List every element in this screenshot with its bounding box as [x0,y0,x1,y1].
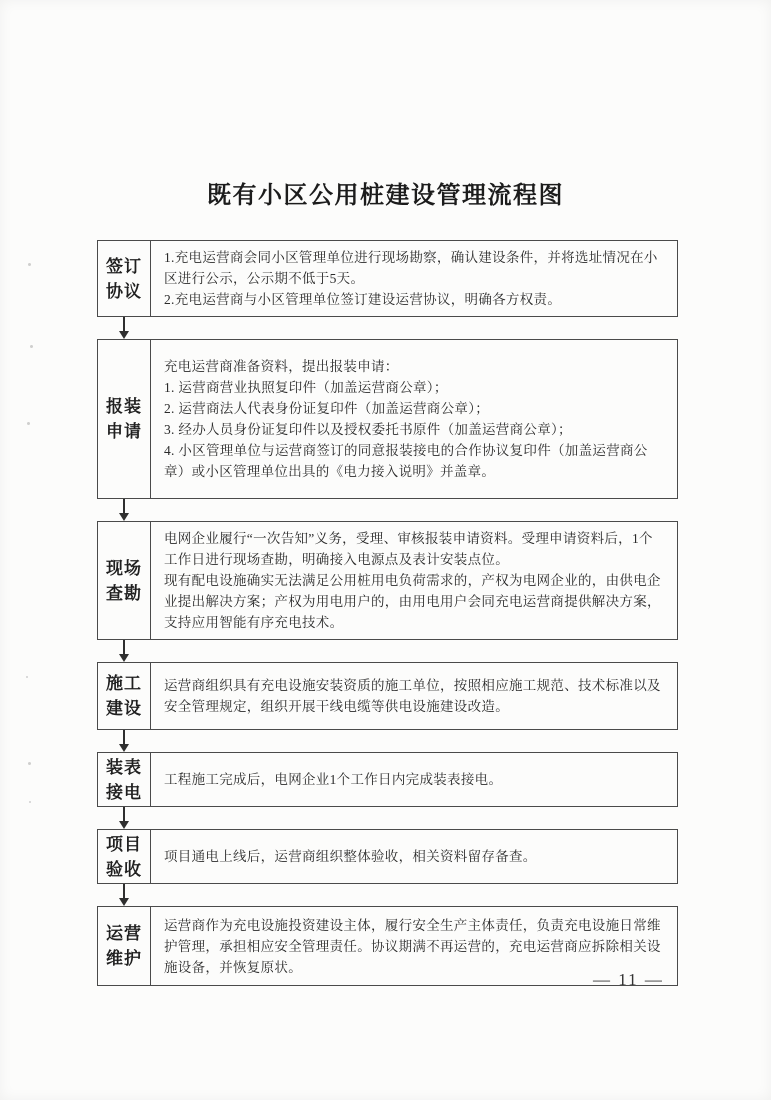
scan-speck [27,422,30,425]
paragraph: 工程施工完成后，电网企业1个工作日内完成装表接电。 [164,772,503,787]
step-content [151,241,677,316]
step-label-line: 现场 [106,558,142,578]
arrow-head [119,513,129,521]
step-label-line: 申请 [106,422,142,441]
down-arrow-icon [97,640,150,662]
step-label [98,753,151,806]
step-label-line: 协议 [106,281,142,301]
flowchart [97,240,678,986]
paragraph: 4. 小区管理单位与运营商签订的同意报装接电的合作协议复印件（加盖运营商公章）或小区管理单位出具的《电力接入说明》并盖章。 [164,443,648,479]
step-label-line: 验收 [106,859,142,879]
down-arrow-icon [97,317,150,339]
step-label-line: 接电 [106,782,142,802]
step-label [98,522,151,639]
step-label-line: 查勘 [106,583,142,603]
step-label-line: 报装 [106,397,142,416]
arrow-line [123,884,125,898]
paragraph: 现有配电设施确实无法满足公用桩用电负荷需求的，产权为电网企业的，由供电企业提出解决方案；产权为用电用户的，由用电用户会同充电运营商提供解决方案，支持应用智能有序充电技术。 [164,573,661,630]
flow-step-operation-maintenance [97,906,678,986]
flow-step-installation-application [97,339,678,499]
arrow-head [119,898,129,906]
step-label-line: 维护 [106,949,142,968]
arrow-line [123,807,125,821]
step-label-line: 建设 [106,699,142,718]
down-arrow-icon [97,499,150,521]
step-content [151,340,677,498]
flow-step-construction [97,662,678,730]
step-content [151,753,677,806]
page-title: 既有小区公用桩建设管理流程图 [207,183,564,209]
paragraph: 2.充电运营商与小区管理单位签订建设运营协议，明确各方权责。 [164,292,562,307]
flow-step-project-acceptance [97,829,678,884]
arrow-line [123,640,125,654]
step-label-line: 签订 [106,256,142,276]
arrow-head [119,331,129,339]
step-label [98,663,151,729]
step-content [151,830,677,883]
paragraph: 充电运营商准备资料，提出报装申请： [164,359,399,374]
step-label-line: 施工 [106,674,142,693]
paragraph: 项目通电上线后，运营商组织整体验收，相关资料留存备查。 [164,849,537,864]
scan-speck [29,801,31,803]
flow-step-sign-agreement [97,240,678,317]
scan-speck [28,263,31,266]
step-label-line: 装表 [106,757,142,777]
paragraph: 3. 经办人员身份证复印件以及授权委托书原件（加盖运营商公章）； [164,422,572,437]
step-label-line: 项目 [106,834,142,854]
arrow-head [119,654,129,662]
step-content [151,663,677,729]
scan-speck [26,676,28,678]
page-number: — 11 — [593,970,664,989]
down-arrow-icon [97,807,150,829]
paragraph: 运营商组织具有充电设施安装资质的施工单位，按照相应施工规范、技术标准以及安全管理规定，组织开展干线电缆等供电设施建设改造。 [164,678,661,714]
paragraph: 1. 运营商营业执照复印件（加盖运营商公章）； [164,380,448,395]
arrow-head [119,744,129,752]
arrow-line [123,317,125,331]
paragraph: 1.充电运营商会同小区管理单位进行现场勘察，确认建设条件，并将选址情况在小区进行公示，公示期不低于5天。 [164,250,658,286]
paragraph: 运营商作为充电设施投资建设主体，履行安全生产主体责任，负责充电设施日常维护管理，承担相应安全管理责任。协议期满不再运营的，充电运营商应拆除相关设施设备，并恢复原状。 [164,917,661,975]
flow-step-meter-connection [97,752,678,807]
scan-speck [30,345,33,348]
arrow-line [123,730,125,744]
flow-step-site-survey [97,521,678,640]
arrow-head [119,821,129,829]
step-content [151,522,677,639]
step-label [98,907,151,985]
step-label [98,241,151,316]
step-label [98,830,151,883]
arrow-line [123,499,125,513]
paragraph: 2. 运营商法人代表身份证复印件（加盖运营商公章）； [164,401,490,416]
step-label [98,340,151,498]
step-label-line: 运营 [106,924,142,943]
down-arrow-icon [97,884,150,906]
down-arrow-icon [97,730,150,752]
scan-speck [28,762,31,765]
paragraph: 电网企业履行“一次告知”义务，受理、审核报装申请资料。受理申请资料后，1个工作日进行现场查勘，明确接入电源点及表计安装点位。 [164,531,653,567]
